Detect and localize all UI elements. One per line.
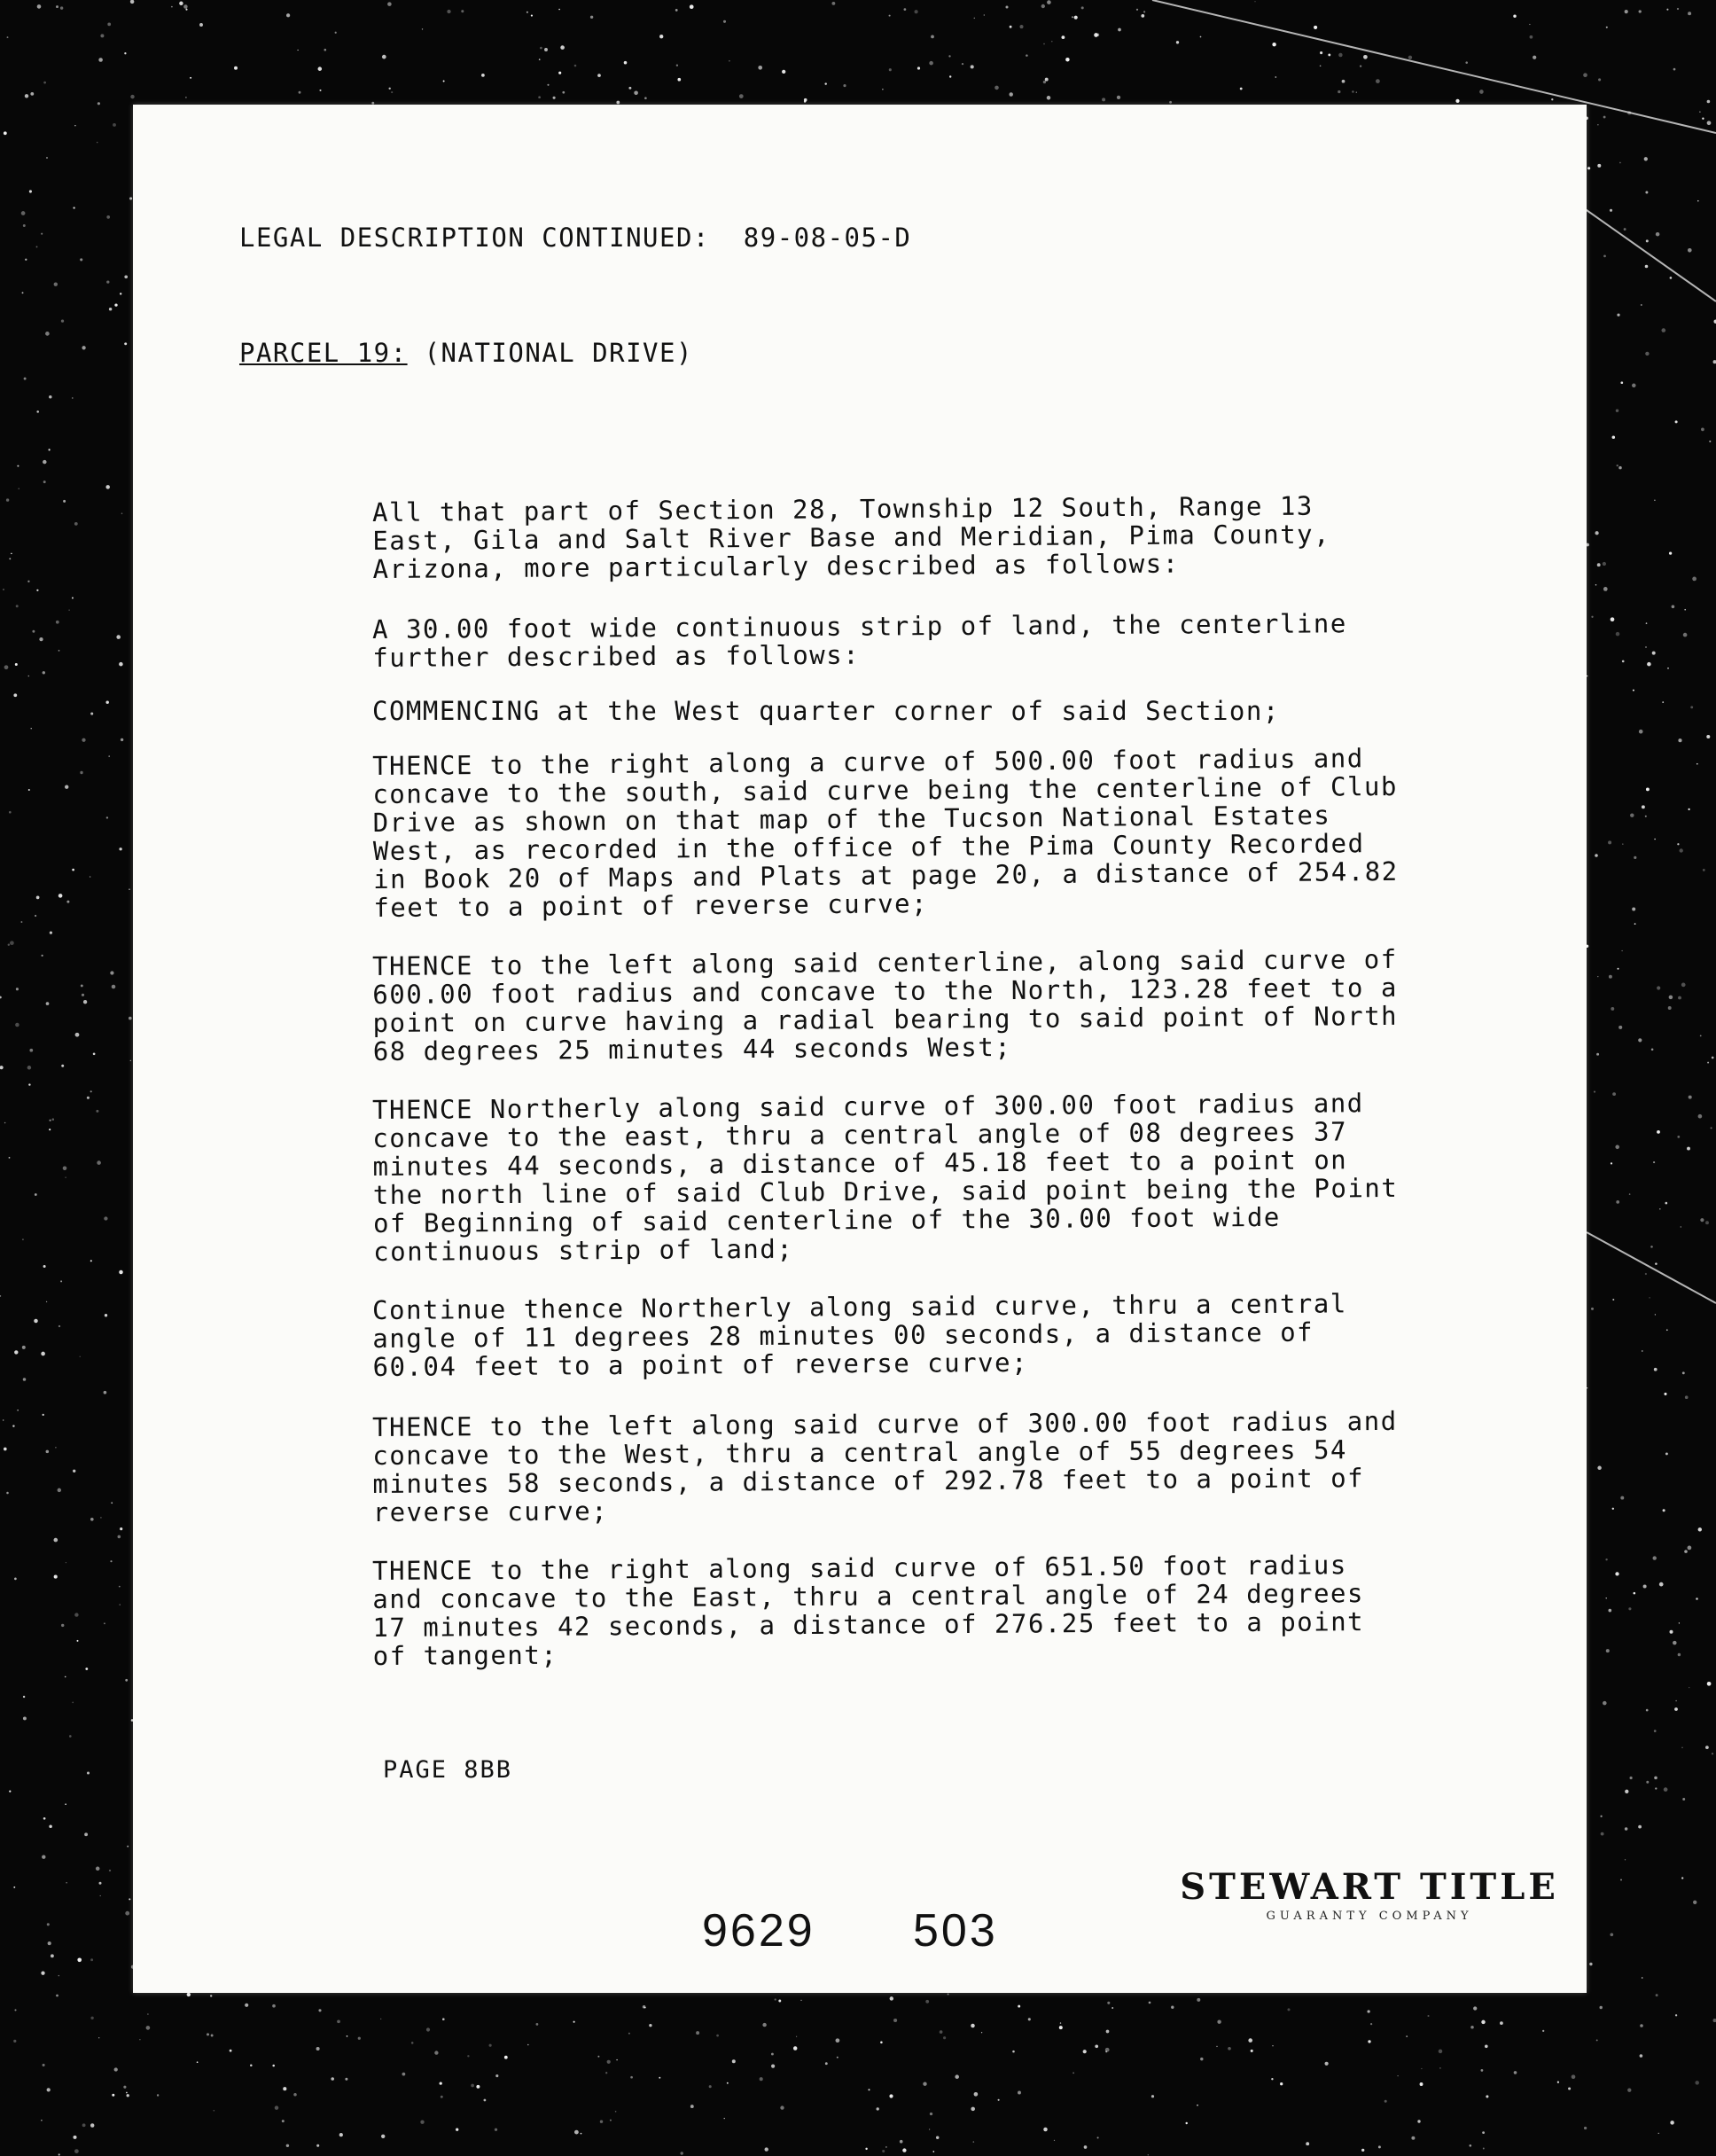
parcel-title — [239, 339, 693, 367]
paragraph-description: All that part of Section 28, Township 12 South, Range 13 East, Gila and Salt River Base and Meridian, Pima County, Arizona, more particularly described as follows: — [371, 490, 1331, 584]
paragraph-strip: A 30.00 foot wide continuous strip of land, the centerline further described as follows: — [371, 608, 1347, 673]
paragraph-thence-2: THENCE to the left along said centerline, along said curve of 600.00 foot radius and concave to the North, 123.28 feet to a point on curve having a radial bearing to said point of North 68 degrees 25 minutes 44 seconds West; — [371, 943, 1399, 1066]
legal-description-heading: LEGAL DESCRIPTION CONTINUED: 89-08-05-D — [239, 223, 912, 253]
paragraph-thence-5: THENCE to the right along said curve of 651.50 foot radius and concave to the East, thru a central angle of 24 degrees 17 minutes 42 seconds, a distance of 276.25 feet to a point of tangent; — [371, 1550, 1365, 1671]
record-book-number: 9629 — [702, 1905, 815, 1957]
logo-name: STEWART TITLE — [1180, 1866, 1559, 1908]
paragraph-continue: Continue thence Northerly along said curve, thru a central angle of 11 degrees 28 minutes 00 seconds, a distance of 60.04 feet to a point of reverse curve; — [371, 1288, 1347, 1382]
page-label: PAGE 8BB — [383, 1756, 513, 1784]
parcel-name: (NATIONAL DRIVE) — [407, 338, 693, 368]
parcel-label: PARCEL 19: — [239, 338, 408, 368]
record-page-number: 503 — [913, 1905, 998, 1957]
stewart-title-logo — [1179, 1866, 1560, 1923]
paragraph-thence-3: THENCE Northerly along said curve of 300.00 foot radius and concave to the east, thru a central angle of 08 degrees 37 minutes 44 seconds, a distance of 45.18 feet to a point on the north line of said Club Drive, said point being the Point of Beginning of said centerline of the 30.00 foot wide continuous strip of land; — [371, 1088, 1399, 1267]
paragraph-thence-4: THENCE to the left along said curve of 300.00 foot radius and concave to the West, thru a central angle of 55 degrees 54 minutes 58 seconds, a distance of 292.78 feet to a point of reverse curve; — [371, 1405, 1398, 1527]
paragraph-thence-1: THENCE to the right along a curve of 500.00 foot radius and concave to the south, said curve being the centerline of Club Drive as shown on that map of the Tucson National Estates West, as recorded in the office of the Pima County Recorded in Book 20 of Maps and Plats at page 20, a distance of 254.82 feet to a point of reverse curve; — [371, 743, 1399, 923]
logo-subtitle: GUARANTY COMPANY — [1266, 1910, 1473, 1923]
paragraph-commencing: COMMENCING at the West quarter corner of said Section; — [372, 696, 1280, 726]
